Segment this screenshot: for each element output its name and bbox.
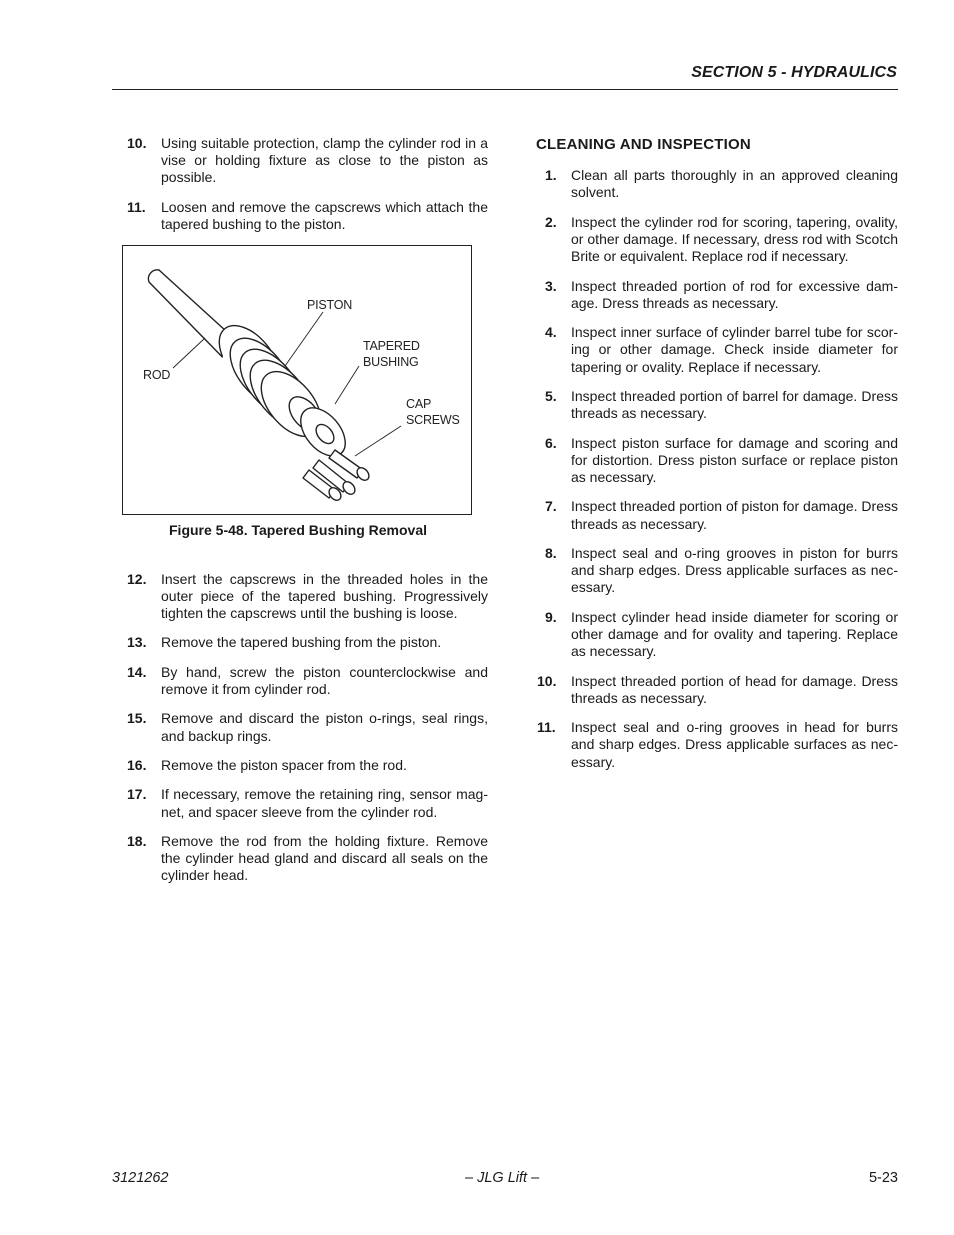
step-item [536, 388, 898, 422]
step-number: 7. [545, 498, 557, 515]
footer-doc-number: 3121262 [112, 1170, 169, 1186]
step-item [536, 324, 898, 376]
step-number: 2. [545, 213, 557, 230]
step-item [127, 199, 488, 233]
page-header-title: SECTION 5 - HYDRAULICS [691, 64, 897, 81]
left-column [127, 135, 488, 897]
step-item [127, 757, 488, 774]
section-heading: CLEANING AND INSPECTION [536, 136, 751, 153]
step-number: 5. [545, 387, 557, 404]
step-list-top [127, 135, 488, 233]
leader-piston [285, 312, 323, 366]
step-number: 10. [537, 672, 557, 689]
step-text: Remove the rod from the holding fixture. Remove the cylinder head gland and discard all seals on the cylinder head. [161, 832, 488, 884]
step-number: 14. [127, 663, 147, 680]
header-rule [112, 89, 898, 90]
step-text: Using suitable protection, clamp the cylinder rod in a vise or holding fixture as close to the piston as possible. [161, 135, 488, 186]
step-number: 9. [545, 608, 557, 625]
leader-rod [173, 338, 205, 368]
step-text: Inspect inner surface of cylinder barrel tube for scor-ing or other damage. Check inside diameter for tapering or ovality. Replace if necessary. [571, 324, 898, 375]
label-rod: ROD [143, 368, 171, 383]
step-number: 16. [127, 756, 147, 773]
step-list-cleaning [536, 167, 898, 771]
step-item [536, 435, 898, 487]
leader-cap-screws [355, 426, 401, 456]
step-number: 3. [545, 277, 557, 294]
step-text: Inspect threaded portion of rod for excessive dam-age. Dress threads as necessary. [571, 277, 898, 311]
step-text: Inspect piston surface for damage and scoring and for distortion. Dress piston surface or replace piston as necessary. [571, 434, 898, 485]
step-number: 11. [127, 198, 146, 215]
step-number: 12. [127, 570, 147, 587]
step-number: 13. [127, 634, 147, 651]
step-number: 17. [127, 786, 147, 803]
step-item [127, 634, 488, 651]
step-text: Loosen and remove the capscrews which attach the tapered bushing to the piston. [161, 198, 488, 232]
step-list-bottom [127, 571, 488, 885]
step-item [127, 571, 488, 623]
leader-bushing [335, 366, 359, 404]
step-number: 15. [127, 710, 147, 727]
step-item [536, 719, 898, 771]
step-number: 1. [545, 167, 557, 184]
step-number: 6. [545, 434, 557, 451]
step-text: Insert the capscrews in the threaded holes in the outer piece of the tapered bushing. Progressively tighten the capscrews until the bushing is loose. [161, 570, 488, 621]
step-item [127, 664, 488, 698]
step-text: Clean all parts thoroughly in an approved cleaning solvent. [571, 167, 898, 201]
step-item [536, 214, 898, 266]
step-item [127, 833, 488, 885]
label-tapered-bushing: TAPERED BUSHING [363, 339, 420, 370]
label-cap-screws: CAP SCREWS [406, 397, 460, 428]
figure-caption: Figure 5-48. Tapered Bushing Removal [169, 522, 428, 539]
figure-tapered-bushing [122, 245, 472, 515]
step-text: By hand, screw the piston counterclockwise and remove it from cylinder rod. [161, 663, 488, 697]
step-item [536, 278, 898, 312]
footer-publisher: – JLG Lift – [465, 1170, 540, 1186]
step-item [127, 135, 488, 187]
tapered-bushing-illustration [123, 246, 473, 516]
step-number: 18. [127, 832, 147, 849]
right-column [536, 135, 898, 783]
step-text: Inspect seal and o-ring grooves in head for burrs and sharp edges. Dress applicable surfaces as nec-essary. [571, 719, 898, 770]
step-item [127, 786, 488, 820]
label-piston: PISTON [307, 298, 353, 313]
step-text: Inspect threaded portion of barrel for damage. Dress threads as necessary. [571, 387, 898, 422]
step-item [536, 498, 898, 532]
step-text: If necessary, remove the retaining ring, sensor mag-net, and spacer sleeve from the cylinder rod. [161, 786, 488, 820]
step-item [127, 710, 488, 744]
step-text: Inspect threaded portion of piston for damage. Dress threads as necessary. [571, 498, 898, 532]
step-item [536, 545, 898, 597]
step-text: Inspect seal and o-ring grooves in piston for burrs and sharp edges. Dress applicable surfaces as nec-essary. [571, 544, 898, 596]
footer-page-number: 5-23 [868, 1170, 898, 1186]
step-number: 10. [127, 135, 147, 151]
step-item [536, 167, 898, 201]
step-text: Remove and discard the piston o-rings, seal rings, and backup rings. [161, 710, 488, 744]
step-number: 8. [545, 544, 557, 561]
step-number: 11. [537, 719, 556, 736]
step-text: Inspect the cylinder rod for scoring, tapering, ovality, or other damage. If necessary, dress rod with Scotch Brite or equivalent. Replace rod if necessary. [571, 213, 898, 265]
step-item [536, 609, 898, 661]
step-text: Remove the piston spacer from the rod. [161, 756, 407, 773]
step-text: Inspect threaded portion of head for damage. Dress threads as necessary. [571, 672, 898, 706]
step-text: Remove the tapered bushing from the piston. [161, 634, 442, 651]
step-item [536, 673, 898, 707]
step-number: 4. [545, 324, 557, 341]
step-text: Inspect cylinder head inside diameter for scoring or other damage and for ovality and tapering. Replace as necessary. [571, 608, 898, 660]
